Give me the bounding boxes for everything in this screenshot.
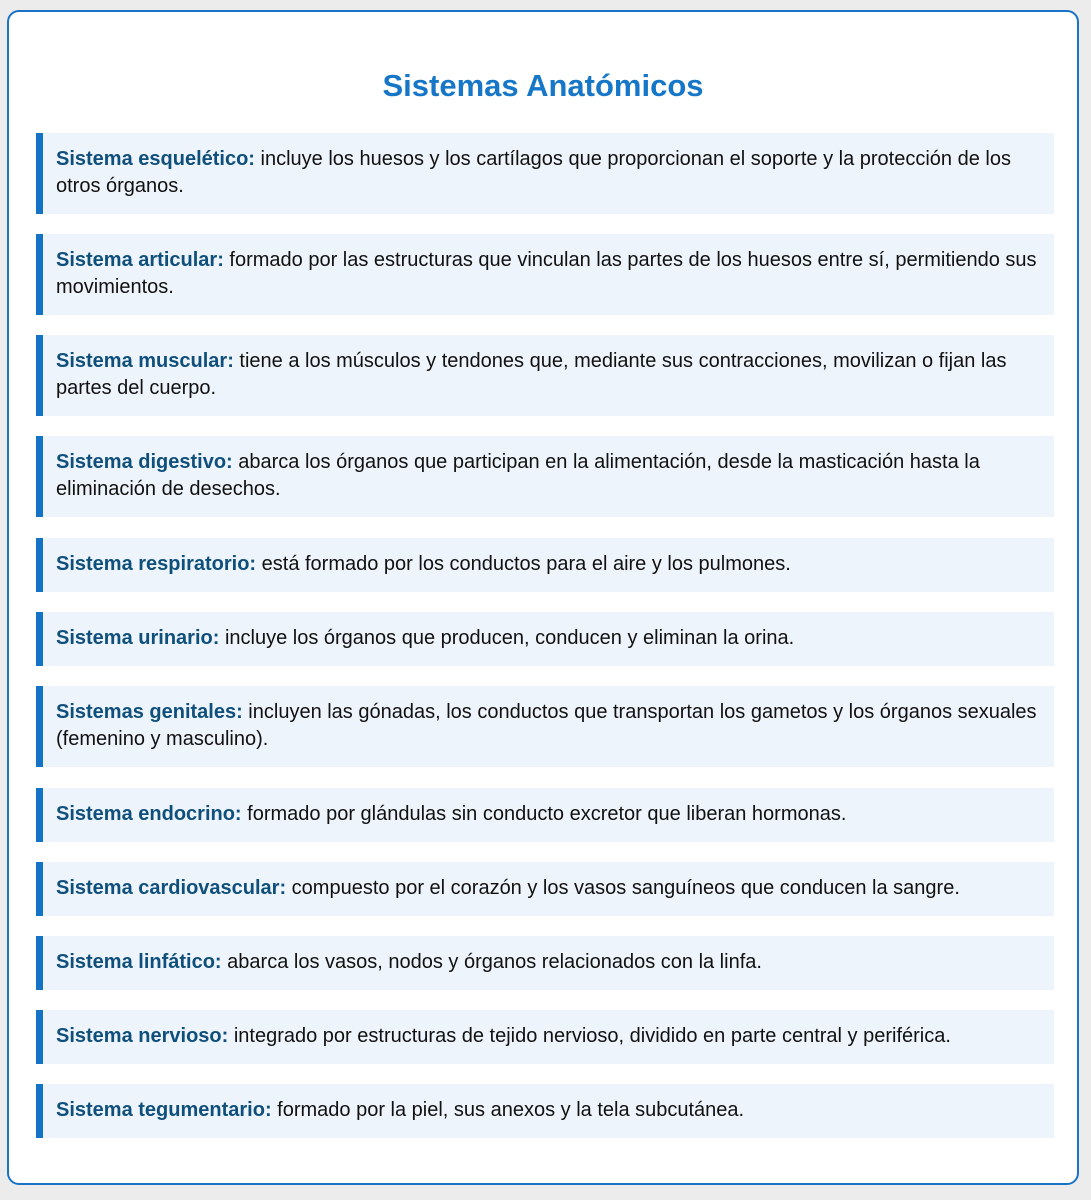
- system-description: compuesto por el corazón y los vasos sanguíneos que conducen la sangre.: [286, 877, 960, 899]
- system-description: abarca los órganos que participan en la alimentación, desde la masticación hasta la eliminación de desechos.: [56, 451, 980, 500]
- system-description: formado por las estructuras que vinculan las partes de los huesos entre sí, permitiendo sus movimientos.: [56, 249, 1037, 298]
- system-item-lymphatic: [36, 936, 1054, 990]
- system-item-cardiovascular: [36, 862, 1054, 916]
- system-term: Sistema nervioso:: [56, 1025, 229, 1047]
- system-term: Sistema linfático:: [56, 951, 222, 973]
- system-item-urinary: [36, 612, 1054, 666]
- system-item-nervous: [36, 1010, 1054, 1064]
- system-description: formado por la piel, sus anexos y la tela subcutánea.: [271, 1099, 745, 1121]
- system-item-integumentary: [36, 1084, 1054, 1138]
- system-description: integrado por estructuras de tejido nervioso, dividido en parte central y periférica.: [228, 1025, 951, 1047]
- content-card: [7, 10, 1079, 1185]
- system-item-digestive: [36, 436, 1054, 517]
- system-description: incluye los órganos que producen, conducen y eliminan la orina.: [219, 627, 795, 649]
- page-title: Sistemas Anatómicos: [382, 68, 704, 103]
- system-description: tiene a los músculos y tendones que, mediante sus contracciones, movilizan o fijan las partes del cuerpo.: [56, 350, 1007, 399]
- system-item-articular: [36, 234, 1054, 315]
- system-term: Sistema endocrino:: [56, 803, 242, 825]
- system-description: incluye los huesos y los cartílagos que proporcionan el soporte y la protección de los otros órganos.: [56, 148, 1011, 197]
- system-term: Sistema tegumentario:: [56, 1099, 272, 1121]
- system-term: Sistema cardiovascular:: [56, 877, 287, 899]
- system-term: Sistema muscular:: [56, 350, 234, 372]
- system-item-respiratory: [36, 538, 1054, 592]
- system-item-skeletal: [36, 133, 1054, 214]
- system-item-endocrine: [36, 788, 1054, 842]
- system-term: Sistema digestivo:: [56, 451, 233, 473]
- system-description: incluyen las gónadas, los conductos que transportan los gametos y los órganos sexuales (femenino y masculino).: [56, 701, 1037, 750]
- system-term: Sistema esquelético:: [56, 148, 255, 170]
- system-description: formado por glándulas sin conducto excretor que liberan hormonas.: [241, 803, 847, 825]
- system-term: Sistema respiratorio:: [56, 553, 257, 575]
- system-term: Sistemas genitales:: [56, 701, 243, 723]
- system-description: está formado por los conductos para el aire y los pulmones.: [256, 553, 791, 575]
- system-item-muscular: [36, 335, 1054, 416]
- system-description: abarca los vasos, nodos y órganos relacionados con la linfa.: [221, 951, 762, 973]
- system-term: Sistema urinario:: [56, 627, 220, 649]
- system-item-genital: [36, 686, 1054, 767]
- system-term: Sistema articular:: [56, 249, 224, 271]
